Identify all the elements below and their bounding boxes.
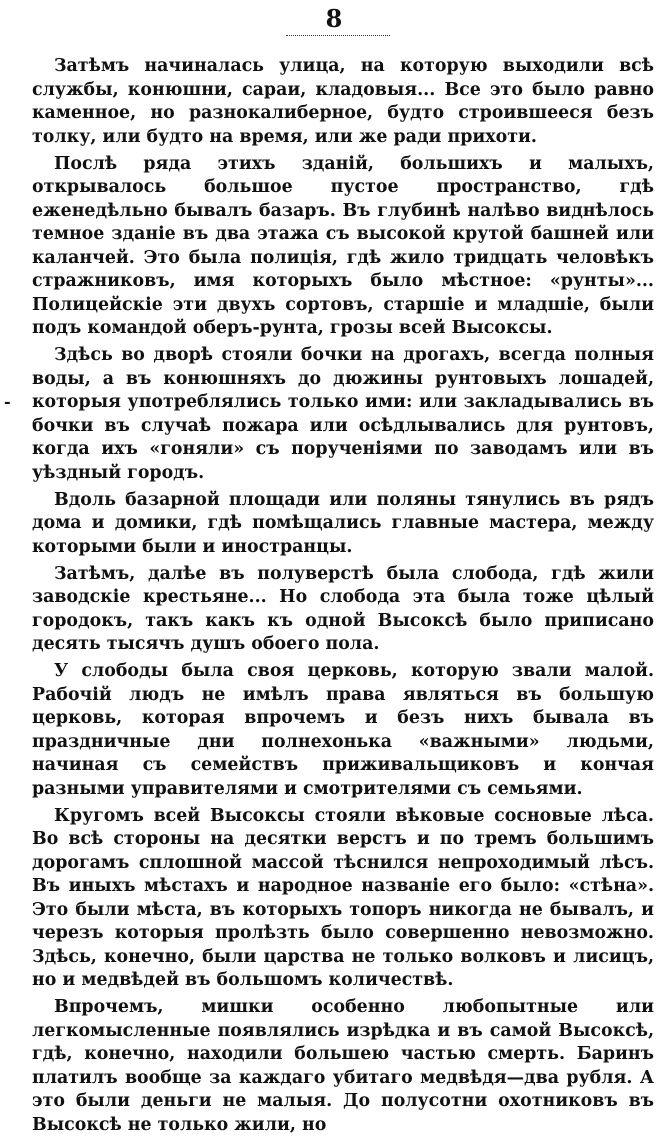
page-number: 8	[325, 4, 343, 33]
paragraph-5: Затѣмъ, далѣе въ полуверстѣ была слобода, гдѣ жили заводскіе крестьяне... Но слобода эта была тоже цѣлый городокъ, такъ какъ къ одной Высоксѣ было приписано десять тысячъ душъ обоего пола.	[32, 563, 654, 654]
paragraph-2: Послѣ ряда этихъ зданій, большихъ и малыхъ, открывалось большое пустое пространство, гдѣ еженедѣльно бывалъ базаръ. Въ глубинѣ налѣво виднѣлось темное зданіе въ два этажа съ высокой крутой башней или каланчей. Это была полиція, гдѣ жило тридцать человѣкъ стражниковъ, имя которыхъ было мѣстное: «рунты»... Полицейскіе эти двухъ сортовъ, старшіе и младшіе, были подъ командой оберъ-рунта, грозы всей Высоксы.	[32, 153, 654, 338]
body-text	[32, 55, 654, 1141]
paragraph-7: Кругомъ всей Высоксы стояли вѣковые сосновые лѣса. Во всѣ стороны на десятки верстъ и по тремъ большимъ дорогамъ сплошной массой тѣснился непроходимый лѣсъ. Въ иныхъ мѣстахъ и народное названіе его было: «стѣна». Это были мѣста, въ которыхъ топоръ никогда не бывалъ, и черезъ которыя пролѣзть было совершенно невозможно. Здѣсь, конечно, были царства не только волковъ и лисицъ, но и медвѣдей въ большомъ количествѣ.	[32, 805, 654, 990]
paragraph-8: Впрочемъ, мишки особенно любопытные или легкомысленные появлялись изрѣдка и въ самой Высоксѣ, гдѣ, конечно, находили большею частью смерть. Баринъ платилъ вообще за каждаго убитаго медвѣдя—два рубля. А это были деньги не малыя. До полусотни охотниковъ въ Высоксѣ не только жили, но	[32, 997, 654, 1135]
margin-mark: -	[4, 392, 11, 411]
paragraph-4: Вдоль базарной площади или поляны тянулись въ рядъ дома и домики, гдѣ помѣщались главные мастера, между которыми были и иностранцы.	[32, 489, 654, 557]
paragraph-3: Здѣсь во дворѣ стояли бочки на дрогахъ, всегда полныя воды, а въ конюшняхъ до дюжины рунтовыхъ лошадей, которыя употреблялись только ими: или закладывались въ бочки въ случаѣ пожара или осѣдлывались для рунтовъ, когда ихъ «гоняли» съ порученіями по заводамъ или въ уѣздный городъ.	[32, 345, 654, 483]
paragraph-1: Затѣмъ начиналась улица, на которую выходили всѣ службы, конюшни, сараи, кладовыя... Все это было равно каменное, но разнокалиберное, будто строившееся безъ толку, или будто на время, или же ради прихоти.	[32, 56, 654, 147]
paragraph-6: У слободы была своя церковь, которую звали малой. Рабочій людъ не имѣлъ права являться въ большую церковь, которая впрочемъ и безъ нихъ бывала въ праздничные дни полнехонька «важными» людьми, начиная съ семействъ приживальщиковъ и кончая разными управителями и смотрителями съ семьями.	[32, 661, 654, 799]
page-number-rule	[286, 35, 390, 36]
